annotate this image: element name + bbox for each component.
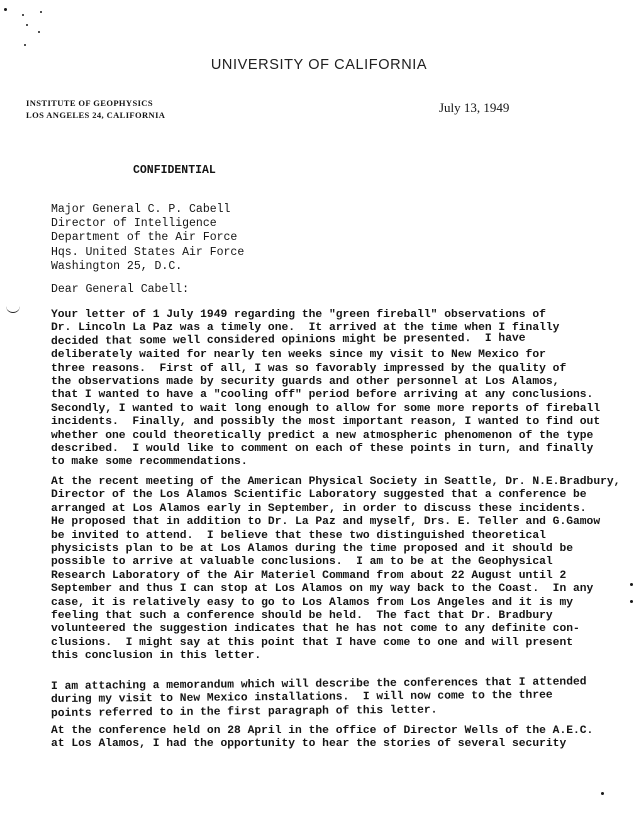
- paragraph-4: [51, 725, 611, 752]
- text-line: case, it is relatively easy to go to Los Alamos from Los Angeles and it is my: [51, 596, 574, 609]
- text-line: feeling that such a conference should be held. The fact that Dr. Bradbury: [51, 610, 553, 623]
- recipient-address: [51, 203, 244, 274]
- university-heading: UNIVERSITY OF CALIFORNIA: [210, 57, 428, 73]
- text-line: described. I would like to comment on each of these points in turn, and finally: [51, 443, 594, 456]
- text-line: Secondly, I wanted to wait long enough to allow for some more reports of fireball: [51, 402, 601, 415]
- text-line: I am attaching a memorandum which will describe the conferences that I attended: [50, 676, 587, 693]
- institute-line-1: INSTITUTE OF GEOPHYSICS: [26, 98, 153, 108]
- paragraph-3: [50, 676, 611, 721]
- text-line: volunteered the suggestion indicates that he has not come to any definite con-: [51, 623, 580, 636]
- text-line: incidents. Finally, and possibly the most important reason, I wanted to find out: [51, 416, 601, 429]
- text-line: At the conference held on 28 April in the office of Director Wells of the A.E.C.: [51, 725, 594, 737]
- text-line: He proposed that in addition to Dr. La Paz and myself, Drs. E. Teller and G.Gamow: [51, 516, 601, 529]
- text-line: clusions. I might say at this point that I have come to one and will present: [51, 636, 574, 649]
- letter-date: July 13, 1949: [439, 100, 510, 115]
- recipient-line: Washington 25, D.C.: [51, 259, 183, 273]
- text-line: decided that some well considered opinions might be presented. I have: [50, 332, 526, 348]
- text-line: this conclusion in this letter.: [51, 650, 262, 663]
- text-line: deliberately waited for nearly ten weeks since my visit to New Mexico for: [51, 349, 546, 362]
- text-line: that I wanted to have a "cooling off" period before arriving at any conclusions.: [51, 389, 594, 402]
- text-line: Director of the Los Alamos Scientific Laboratory suggested that a conference be: [51, 489, 587, 502]
- recipient-line: Department of the Air Force: [51, 231, 238, 245]
- text-line: At the recent meeting of the American Physical Society in Seattle, Dr. N.E.Bradbury,: [51, 476, 621, 488]
- text-line: points referred to in the first paragraph of this letter.: [50, 704, 438, 720]
- text-line: September and thus I can stop at Los Alamos on my way back to the Coast. In any: [51, 583, 594, 596]
- margin-mark: [6, 306, 20, 313]
- recipient-line: Hqs. United States Air Force: [51, 245, 245, 259]
- text-line: possible to arrive at valuable conclusions. I am to be at the Geophysical: [51, 556, 553, 569]
- classification-label: CONFIDENTIAL: [133, 164, 216, 177]
- text-line: Research Laboratory of the Air Materiel Command from about 22 August until 2: [51, 569, 567, 582]
- text-line: to make some recommendations.: [51, 456, 248, 469]
- paragraph-1: [51, 309, 611, 470]
- institute-address: [26, 97, 165, 121]
- text-line: be invited to attend. I believe that these two distinguished theoretical: [51, 529, 546, 542]
- text-line: arranged at Los Alamos early in September, in order to discuss these incidents.: [51, 502, 587, 515]
- recipient-line: Major General C. P. Cabell: [51, 203, 231, 216]
- text-line: Dr. Lincoln La Paz was a timely one. It arrived at the time when I finally: [51, 322, 560, 335]
- recipient-line: Director of Intelligence: [51, 217, 217, 231]
- institute-line-2: LOS ANGELES 24, CALIFORNIA: [26, 110, 166, 120]
- paragraph-2: [51, 476, 621, 664]
- text-line: the observations made by security guards and other personnel at Los Alamos,: [51, 376, 560, 389]
- salutation: Dear General Cabell:: [51, 283, 190, 296]
- text-line: three reasons. First of all, I was so favorably impressed by the quality of: [51, 362, 567, 375]
- text-line: during my visit to New Mexico installations. I will now come to the three: [50, 690, 553, 707]
- text-line: physicists plan to be at Los Alamos during the time proposed and it should be: [51, 543, 574, 556]
- text-line: whether one could theoretically predict a new atmospheric phenomenon of the type: [51, 429, 594, 442]
- text-line: at Los Alamos, I had the opportunity to hear the stories of several security: [51, 738, 567, 751]
- text-line: Your letter of 1 July 1949 regarding the "green fireball" observations of: [51, 309, 546, 321]
